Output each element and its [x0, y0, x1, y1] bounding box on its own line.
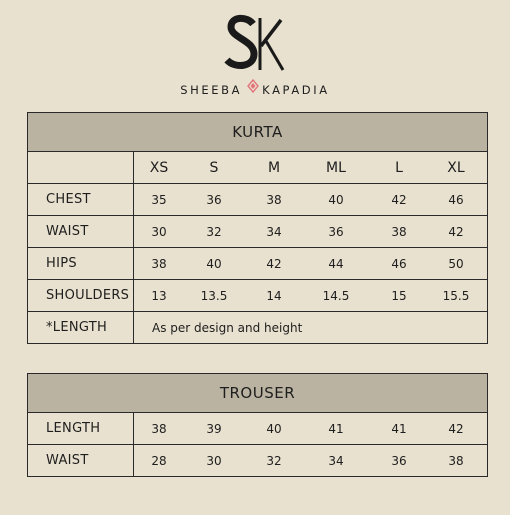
brand-logo [0, 14, 510, 72]
measurement-label: HIPS [28, 248, 134, 280]
measurement-value-cell: 13.5 [200, 288, 228, 303]
brand-name [0, 82, 510, 99]
measurement-value-cell: 36 [328, 224, 344, 239]
length-note: As per design and height [152, 320, 303, 335]
measurement-value-cell: 42 [391, 192, 407, 207]
measurement-values [134, 280, 488, 312]
measurement-value-cell: 30 [151, 224, 167, 239]
measurement-label: CHEST [28, 184, 134, 216]
kurta-row [28, 248, 488, 280]
measurement-value-cell: 13 [151, 288, 167, 303]
measurement-value-cell: 41 [328, 421, 344, 436]
measurement-value-cell: 36 [391, 453, 407, 468]
measurement-label: WAIST [28, 445, 134, 477]
measurement-value-cell: 32 [206, 224, 222, 239]
measurement-value-cell: 34 [328, 453, 344, 468]
measurement-value-cell: 44 [328, 256, 344, 271]
trouser-title: TROUSER [28, 374, 488, 413]
kurta-size-header [134, 152, 488, 184]
measurement-value-cell: 28 [151, 453, 167, 468]
measurement-value-cell: 14 [266, 288, 282, 303]
brand-name-last: KAPADIA [262, 83, 330, 97]
measurement-value-cell: 34 [266, 224, 282, 239]
kurta-row [28, 184, 488, 216]
measurement-label: WAIST [28, 216, 134, 248]
measurement-value-cell: 14.5 [322, 288, 350, 303]
measurement-value-cell: 38 [448, 453, 464, 468]
kurta-row [28, 216, 488, 248]
measurement-value-cell: 46 [391, 256, 407, 271]
measurement-value-cell: 35 [151, 192, 167, 207]
kurta-title: KURTA [28, 113, 488, 152]
kurta-header-blank [28, 152, 134, 184]
measurement-value-cell: 41 [391, 421, 407, 436]
length-label: *LENGTH [28, 312, 134, 344]
size-header-cell: S [209, 159, 219, 176]
measurement-value-cell: 32 [266, 453, 282, 468]
measurement-value-cell: 38 [151, 256, 167, 271]
size-header-cell: L [395, 159, 403, 176]
measurement-value-cell: 15 [391, 288, 407, 303]
trouser-row [28, 445, 488, 477]
measurement-value-cell: 40 [206, 256, 222, 271]
measurement-value-cell: 36 [206, 192, 222, 207]
measurement-value-cell: 38 [266, 192, 282, 207]
measurement-label: LENGTH [28, 413, 134, 445]
measurement-value-cell: 46 [448, 192, 464, 207]
length-note-cell [134, 312, 488, 344]
measurement-value-cell: 40 [328, 192, 344, 207]
measurement-values [134, 413, 488, 445]
measurement-value-cell: 42 [266, 256, 282, 271]
kurta-row [28, 280, 488, 312]
measurement-value-cell: 38 [151, 421, 167, 436]
trouser-size-table [27, 373, 488, 477]
measurement-value-cell: 15.5 [442, 288, 470, 303]
measurement-values [134, 445, 488, 477]
brand-name-first: SHEEBA [180, 83, 243, 97]
measurement-values [134, 248, 488, 280]
measurement-value-cell: 40 [266, 421, 282, 436]
lotus-icon [246, 79, 260, 96]
measurement-value-cell: 42 [448, 224, 464, 239]
measurement-label: SHOULDERS [28, 280, 134, 312]
size-header-cell: XL [447, 159, 465, 176]
size-header-cell: XS [149, 159, 169, 176]
trouser-row [28, 413, 488, 445]
kurta-size-table [27, 112, 488, 344]
measurement-value-cell: 30 [206, 453, 222, 468]
measurement-value-cell: 38 [391, 224, 407, 239]
measurement-value-cell: 42 [448, 421, 464, 436]
size-header-cell: ML [326, 159, 346, 176]
sk-monogram-icon [223, 14, 287, 72]
measurement-value-cell: 50 [448, 256, 464, 271]
size-header-cell: M [267, 159, 281, 176]
measurement-values [134, 184, 488, 216]
measurement-value-cell: 39 [206, 421, 222, 436]
measurement-values [134, 216, 488, 248]
